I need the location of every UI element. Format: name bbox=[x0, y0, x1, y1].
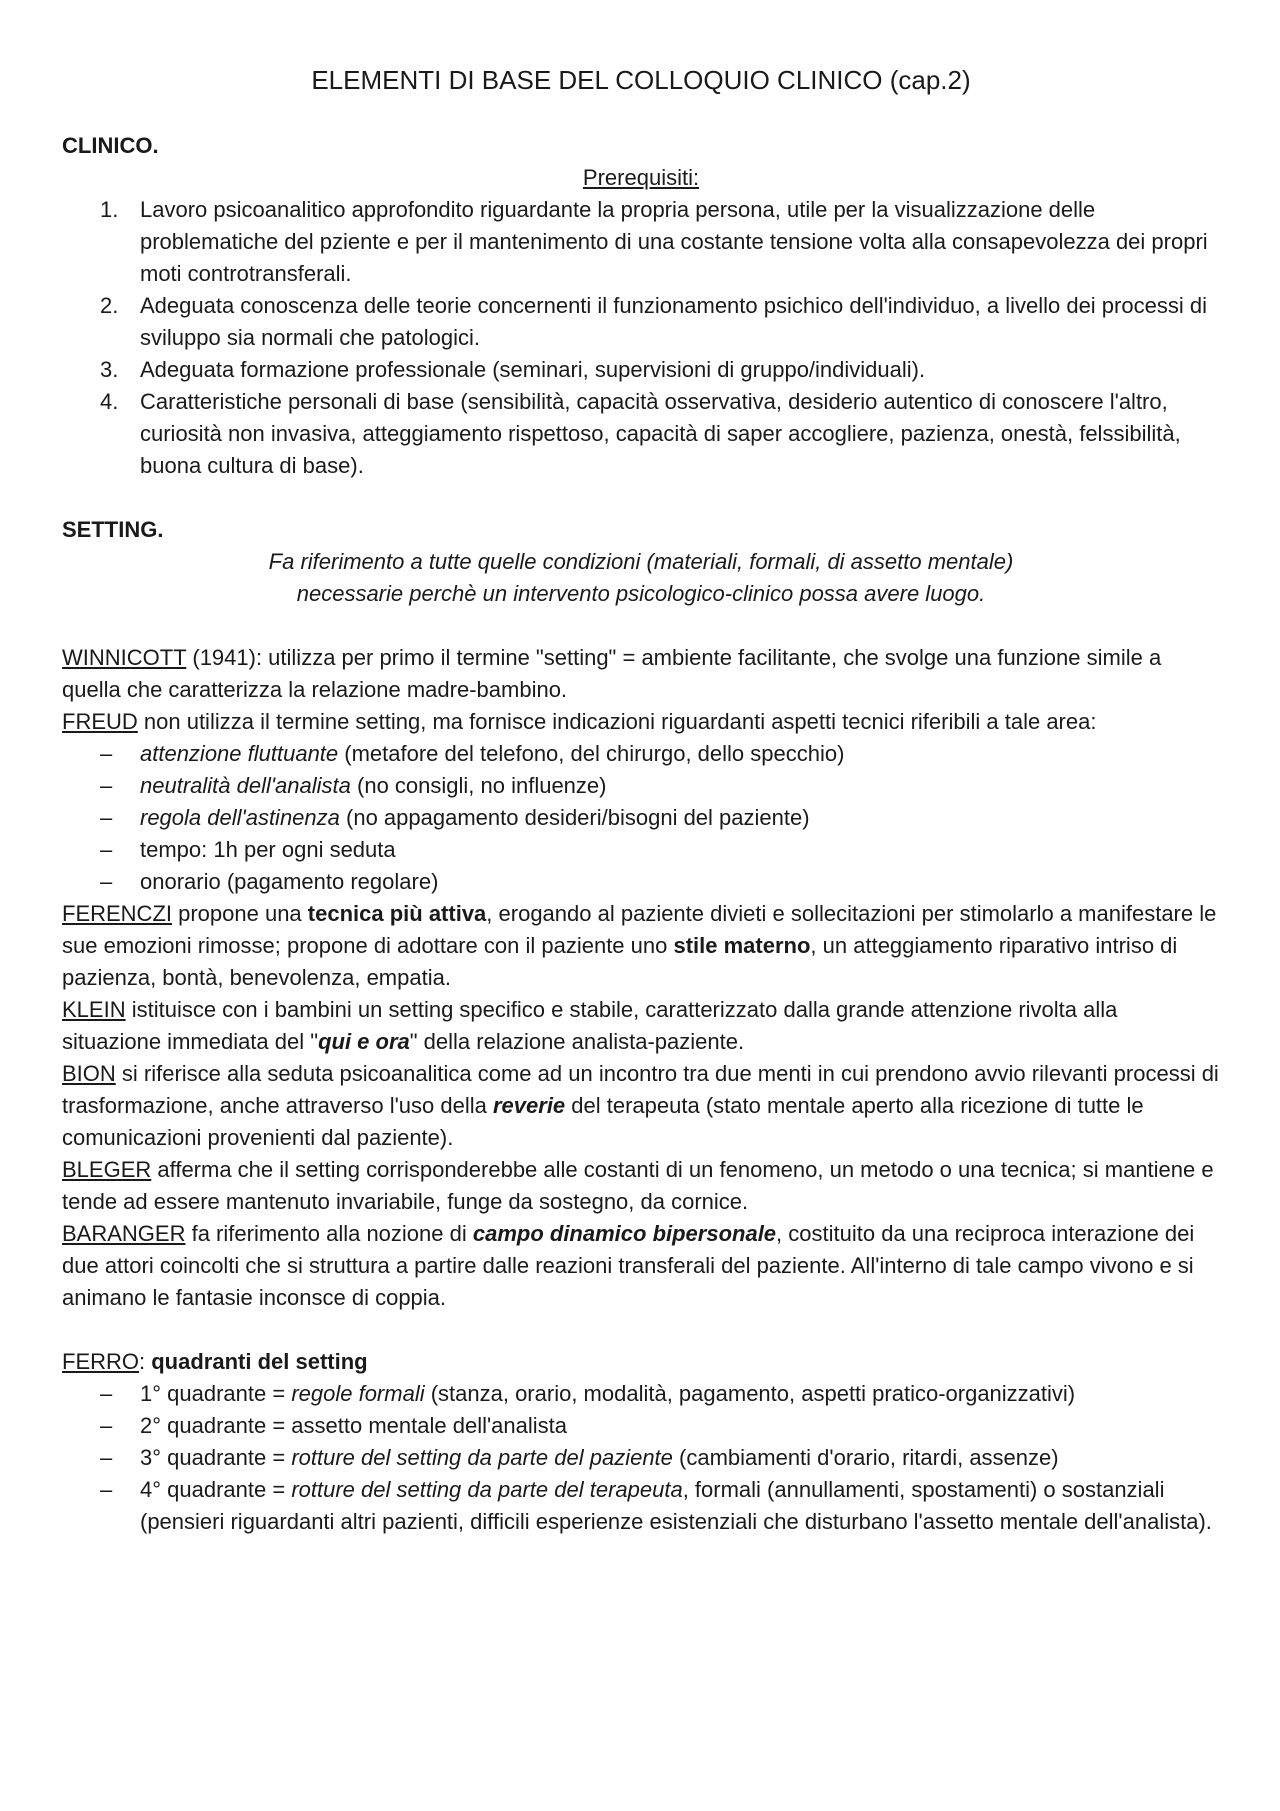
list-item: 4. Caratteristiche personali di base (sensibilità, capacità osservativa, desiderio autentico di conoscere l'altro, curiosità non invasiva, atteggiamento rispettoso, capacità di saper accogliere, pazienza, onestà, felssibilità, buona cultura di base). bbox=[100, 389, 1181, 478]
ferro-list bbox=[62, 1378, 1220, 1538]
list-item: 1. Lavoro psicoanalitico approfondito riguardante la propria persona, utile per la visualizzazione delle problematiche del pziente e per il mantenimento di una costante tensione volta alla consapevolezza dei propri moti controtransferali. bbox=[100, 197, 1208, 286]
author-name: FERRO bbox=[62, 1349, 139, 1374]
prerequisiti-subheading: Prerequisiti: bbox=[582, 165, 700, 190]
list-item: – 4° quadrante = rotture del setting da parte del terapeuta, formali (annullamenti, spostamenti) o sostanziali (pensieri riguardanti altri pazienti, difficili esperienze esistenziali che disturbano l'assetto mentale dell'analista). bbox=[100, 1477, 1212, 1534]
bleger-paragraph: BLEGER afferma che il setting corrisponderebbe alle costanti di un fenomeno, un metodo o una tecnica; si mantiene e tende ad essere mantenuto invariabile, funge da sostegno, da cornice. bbox=[62, 1157, 1214, 1214]
klein-paragraph: KLEIN istituisce con i bambini un setting specifico e stabile, caratterizzato dalla grande attenzione rivolta alla situazione immediata del "qui e ora" della relazione analista-paziente. bbox=[62, 997, 1118, 1054]
setting-definition-line1: Fa riferimento a tutte quelle condizioni (materiali, formali, di assetto mentale) bbox=[268, 549, 1014, 574]
list-item: – neutralità dell'analista (no consigli, no influenze) bbox=[100, 773, 607, 798]
setting-definition-line2: necessarie perchè un intervento psicologico-clinico possa avere luogo. bbox=[296, 581, 986, 606]
author-name: WINNICOTT bbox=[62, 645, 187, 670]
ferro-paragraph: FERRO: quadranti del setting bbox=[62, 1349, 368, 1374]
ferenczi-paragraph: FERENCZI propone una tecnica più attiva, erogando al paziente divieti e sollecitazioni per stimolarlo a manifestare le sue emozioni rimosse; propone di adottare con il paziente uno stile materno, un atteggiamento riparativo intriso di pazienza, bontà, benevolenza, empatia. bbox=[62, 901, 1217, 990]
clinico-heading: CLINICO. bbox=[62, 133, 159, 158]
list-item: 2. Adeguata conoscenza delle teorie concernenti il funzionamento psichico dell'individuo, a livello dei processi di sviluppo sia normali che patologici. bbox=[100, 293, 1207, 350]
setting-heading: SETTING. bbox=[62, 517, 164, 542]
author-name: FERENCZI bbox=[62, 901, 172, 926]
author-name: BLEGER bbox=[62, 1157, 152, 1182]
list-item: – attenzione fluttuante (metafore del telefono, del chirurgo, dello specchio) bbox=[100, 741, 845, 766]
author-name: BARANGER bbox=[62, 1221, 186, 1246]
baranger-paragraph: BARANGER fa riferimento alla nozione di campo dinamico bipersonale, costituito da una reciproca interazione dei due attori coincolti che si struttura a partire dalle reazioni transferali del paziente. All'interno di tale campo vivono e si animano le fantasie inconsce di coppia. bbox=[62, 1221, 1195, 1310]
list-item: – 2° quadrante = assetto mentale dell'analista bbox=[100, 1413, 568, 1438]
list-item: – tempo: 1h per ogni seduta bbox=[100, 837, 396, 862]
author-name: FREUD bbox=[62, 709, 138, 734]
freud-list bbox=[62, 738, 1220, 898]
list-item: – onorario (pagamento regolare) bbox=[100, 869, 439, 894]
winnicott-paragraph: WINNICOTT (1941): utilizza per primo il termine "setting" = ambiente facilitante, che svolge una funzione simile a quella che caratterizza la relazione madre-bambino. bbox=[62, 645, 1162, 702]
list-item: – regola dell'astinenza (no appagamento desideri/bisogni del paziente) bbox=[100, 805, 810, 830]
list-item: 3. Adeguata formazione professionale (seminari, supervisioni di gruppo/individuali). bbox=[100, 357, 926, 382]
list-item: – 1° quadrante = regole formali (stanza, orario, modalità, pagamento, aspetti pratico-organizzativi) bbox=[100, 1381, 1076, 1406]
freud-paragraph: FREUD non utilizza il termine setting, ma fornisce indicazioni riguardanti aspetti tecnici riferibili a tale area: bbox=[62, 709, 1097, 734]
author-name: BION bbox=[62, 1061, 116, 1086]
bion-paragraph: BION si riferisce alla seduta psicoanalitica come ad un incontro tra due menti in cui prendono avvio rilevanti processi di trasformazione, anche attraverso l'uso della reverie del terapeuta (stato mentale aperto alla ricezione di tutte le comunicazioni provenienti dal paziente). bbox=[62, 1061, 1219, 1150]
prerequisiti-list bbox=[62, 194, 1220, 482]
page-title: ELEMENTI DI BASE DEL COLLOQUIO CLINICO (cap.2) bbox=[311, 65, 971, 95]
author-name: KLEIN bbox=[62, 997, 126, 1022]
list-item: – 3° quadrante = rotture del setting da parte del paziente (cambiamenti d'orario, ritardi, assenze) bbox=[100, 1445, 1059, 1470]
